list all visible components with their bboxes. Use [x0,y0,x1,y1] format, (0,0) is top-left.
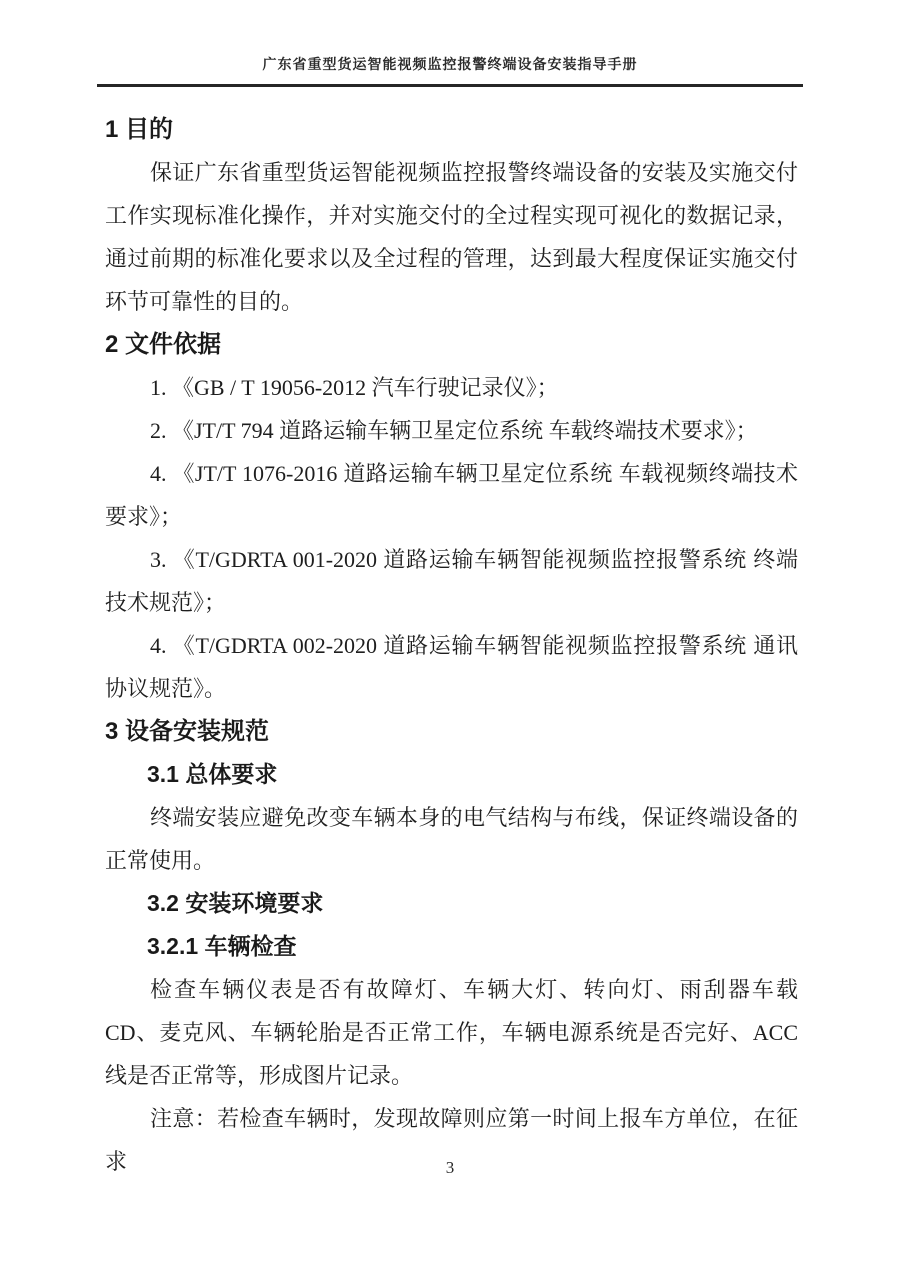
running-header-title: 广东省重型货运智能视频监控报警终端设备安装指导手册 [262,58,638,73]
reference-item-3: 4. 《JT/T 1076-2016 道路运输车辆卫星定位系统 车载视频终端技术要求》； [105,461,798,529]
reference-item-4: 3. 《T/GDRTA 001-2020 道路运输车辆智能视频监控报警系统 终端技术规范》； [105,547,798,615]
reference-item-2: 2. 《JT/T 794 道路运输车辆卫星定位系统 车载终端技术要求》； [150,418,758,443]
paragraph-general-requirements: 终端安装应避免改变车辆本身的电气结构与布线，保证终端设备的正常使用。 [105,805,798,873]
reference-item-1: 1. 《GB / T 19056-2012 汽车行驶记录仪》； [150,375,559,400]
heading-2-references: 2 文件依据 [105,331,222,358]
paragraph-vehicle-check: 检查车辆仪表是否有故障灯、车辆大灯、转向灯、雨刮器车载 CD、麦克风、车辆轮胎是否正常工作，车辆电源系统是否完好、ACC 线是否正常等，形成图片记录。 [105,977,798,1088]
document-body [105,108,798,1183]
heading-1-purpose: 1 目的 [105,116,174,143]
header-rule [97,84,803,87]
heading-3-install-spec: 3 设备安装规范 [105,718,270,745]
heading-3-2-environment-requirements: 3.2 安装环境要求 [147,890,324,916]
reference-item-5: 4. 《T/GDRTA 002-2020 道路运输车辆智能视频监控报警系统 通讯协议规范》。 [105,633,798,701]
running-header [0,0,900,87]
page-number: 3 [445,1158,455,1177]
paragraph-note: 注意：若检查车辆时，发现故障则应第一时间上报车方单位，在征求 [105,1106,798,1174]
heading-3-1-general-requirements: 3.1 总体要求 [147,761,278,787]
paragraph-purpose: 保证广东省重型货运智能视频监控报警终端设备的安装及实施交付工作实现标准化操作，并对实施交付的全过程实现可视化的数据记录，通过前期的标准化要求以及全过程的管理，达到最大程度保证实施交付环节可靠性的目的。 [105,160,798,314]
heading-3-2-1-vehicle-check: 3.2.1 车辆检查 [147,933,297,959]
page-footer [0,1157,900,1179]
